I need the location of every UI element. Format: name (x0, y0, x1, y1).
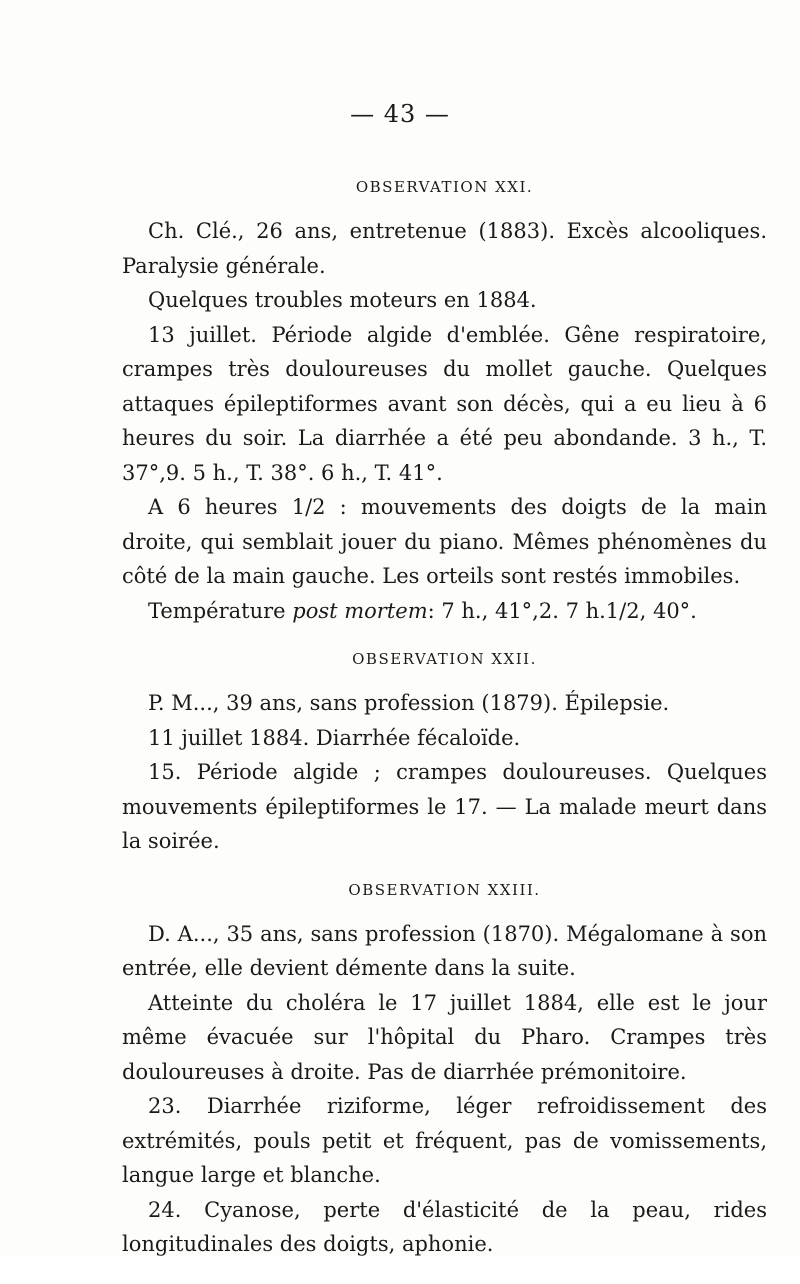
observation-xxi (122, 178, 767, 628)
paragraph: 24. Cyanose, perte d'élasticité de la peau, rides longitudinales des doigts, aphonie. (122, 1197, 767, 1256)
paragraph: P. M..., 39 ans, sans profession (1879). Épilepsie. (148, 691, 670, 715)
paragraph: Quelques troubles moteurs en 1884. (148, 288, 537, 312)
paragraph: Atteinte du choléra le 17 juillet 1884, elle est le jour même évacuée sur l'hôpital du Pharo. Crampes très douloureuses à droite. Pas de diarrhée prémonitoire. (122, 990, 767, 1084)
paragraph: 23. Diarrhée riziforme, léger refroidissement des extrémités, pouls petit et fréquent, pas de vomissements, langue large et blanche. (122, 1094, 767, 1187)
paragraph: 15. Période algide ; crampes douloureuses. Quelques mouvements épileptiformes le 17. — La malade meurt dans la soirée. (122, 760, 767, 853)
observation-title: OBSERVATION XXII. (352, 650, 537, 668)
observation-title: OBSERVATION XXIII. (348, 880, 541, 899)
temperature-values: : 7 h., 41°,2. 7 h.1/2, 40°. (427, 598, 697, 623)
observation-xxiii (122, 881, 767, 1262)
paragraph: D. A..., 35 ans, sans profession (1870). Mégalomane à son entrée, elle devient démente dans la suite. (122, 921, 767, 980)
paragraph: Ch. Clé., 26 ans, entretenue (1883). Excès alcooliques. Paralysie générale. (122, 219, 767, 278)
observation-title: OBSERVATION XXI. (355, 178, 534, 196)
paragraph: A 6 heures 1/2 : mouvements des doigts de la main droite, qui semblait jouer du piano. Mêmes phénomènes du côté de la main gauche. Les orteils sont restés immobiles. (122, 495, 767, 588)
temperature-label: Température (148, 598, 286, 623)
observation-xxii (122, 650, 767, 859)
paragraph: 13 juillet. Période algide d'emblée. Gêne respiratoire, crampes très douloureuses du mollet gauche. Quelques attaques épileptiformes avant son décès, qui a eu lieu à 6 heures du soir. La diarrhée a été peu abondande. 3 h., T. 37°,9. 5 h., T. 38°. 6 h., T. 41°. (122, 322, 767, 485)
page-body (122, 178, 767, 1284)
paragraph: 11 juillet 1884. Diarrhée fécaloïde. (148, 725, 521, 750)
italic-term: post mortem (292, 598, 428, 623)
page-number: — 43 — (350, 100, 450, 128)
temperature-paragraph (122, 594, 767, 629)
